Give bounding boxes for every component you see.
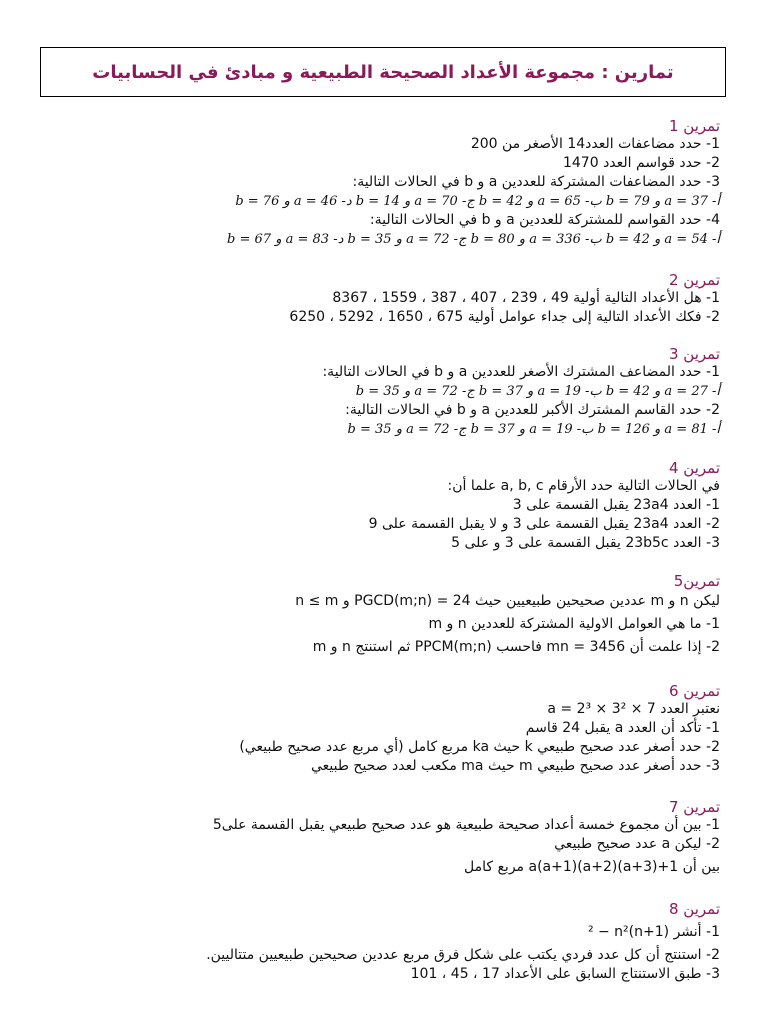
exercise-line: بين أن a(a+1)(a+2)(a+3)+1 مربع كامل — [463, 859, 720, 875]
exercise-line: 2- حدد قواسم العدد 1470 — [562, 155, 720, 171]
exercise-line: 3- طبق الاستنتاج السابق على الأعداد 17 ، 45 ، 101 — [410, 966, 720, 982]
exercise-line: ليكن n و m عددين صحيحين طبيعيين حيث PGCD(m;n) = 24 و n ≤ m — [295, 593, 720, 609]
exercise-line: 3- العدد 23b5c يقبل القسمة على 3 و على 5 — [451, 535, 720, 551]
exercise-line: 1- هل الأعداد التالية أولية 49 ، 239 ، 407 ، 387 ، 1559 ، 8367 — [332, 290, 720, 306]
exercise-line: نعتبر العدد a = 2³ × 3² × 7 — [547, 701, 720, 717]
exercise-heading: تمرين5 — [673, 572, 720, 590]
exercise-line: 1- حدد مضاعفات العدد14 الأصغر من 200 — [470, 136, 720, 152]
exercise-heading: تمرين 6 — [668, 682, 720, 700]
exercise-3 — [60, 345, 720, 439]
exercise-line: في الحالات التالية حدد الأرقام a, b, c علما أن: — [447, 478, 720, 494]
exercise-line: 2- استنتج أن كل عدد فردي يكتب على شكل فرق مربع عددين صحيحين طبيعيين متتاليين. — [206, 947, 720, 963]
exercise-line: 4- حدد القواسم للمشتركة للعددين a و b في الحالات التالية: — [369, 212, 720, 228]
exercise-8 — [60, 900, 720, 984]
exercise-7 — [60, 798, 720, 880]
exercise-line: 2- حدد أصغر عدد صحيح طبيعي k حيث ka مربع كامل (أي مربع عدد صحيح طبيعي) — [239, 739, 720, 755]
exercise-line: 1- بين أن مجموع خمسة أعداد صحيحة طبيعية هو عدد صحيح طبيعي يقبل القسمة على5 — [212, 817, 720, 833]
exercise-heading: تمرين 3 — [668, 345, 720, 363]
exercise-cases: أ- a = 27 و b = 42 ب- a = 19 و b = 37 ج- a = 72 و b = 35 — [355, 384, 720, 399]
exercise-heading: تمرين 8 — [668, 900, 720, 918]
title-box — [40, 47, 726, 97]
exercise-line: 2- العدد 23a4 يقبل القسمة على 3 و لا يقبل القسمة على 9 — [368, 516, 720, 532]
exercise-line: 1- ما هي العوامل الاولية المشتركة للعددين n و m — [428, 616, 720, 632]
exercise-line: 1- حدد المضاعف المشترك الأصغر للعددين a و b في الحالات التالية: — [322, 364, 720, 380]
exercise-line: 2- إذا علمت أن mn = 3456 فاحسب PPCM(m;n) ثم استنتج n و m — [312, 639, 720, 655]
exercise-line: 2- فكك الأعداد التالية إلى جداء عوامل أولية 675 ، 1650 ، 5292 ، 6250 — [289, 309, 720, 325]
exercise-6 — [60, 682, 720, 776]
exercise-line: 2- ليكن a عدد صحيح طبيعي — [554, 836, 720, 852]
exercise-cases: أ- a = 37 و b = 79 ب- a = 65 و b = 42 ج- a = 70 و b = 14 د- a = 46 و b = 76 — [235, 194, 720, 209]
exercise-cases: أ- a = 54 و b = 42 ب- a = 336 و b = 80 ج- a = 72 و b = 35 د- a = 83 و b = 67 — [227, 232, 720, 247]
exercise-line: 2- حدد القاسم المشترك الأكبر للعددين a و b في الحالات التالية: — [345, 402, 720, 418]
exercise-line: 1- العدد 23a4 يقبل القسمة على 3 — [512, 497, 720, 513]
exercise-1 — [60, 117, 720, 249]
page-title: تمارين : مجموعة الأعداد الصحيحة الطبيعية و مبادئ في الحسابيات — [92, 61, 674, 83]
exercise-line: 3- حدد المضاعفات المشتركة للعددين a و b في الحالات التالية: — [352, 174, 720, 190]
exercise-line: 1- تأكد أن العدد a يقبل 24 قاسم — [525, 720, 720, 736]
exercise-4 — [60, 459, 720, 553]
exercise-line: 3- حدد أصغر عدد صحيح طبيعي m حيث ma مكعب لعدد صحيح طبيعي — [310, 758, 720, 774]
exercise-5 — [60, 572, 720, 659]
exercise-heading: تمرين 7 — [668, 798, 720, 816]
exercise-heading: تمرين 1 — [668, 117, 720, 135]
exercise-cases: أ- a = 81 و b = 126 ب- a = 19 و b = 37 ج- a = 72 و b = 35 — [347, 422, 720, 437]
exercise-heading: تمرين 4 — [668, 459, 720, 477]
exercise-line: 1- أنشر (n+1)² − n² — [587, 924, 720, 940]
exercise-heading: تمرين 2 — [668, 271, 720, 289]
exercise-2 — [60, 271, 720, 327]
